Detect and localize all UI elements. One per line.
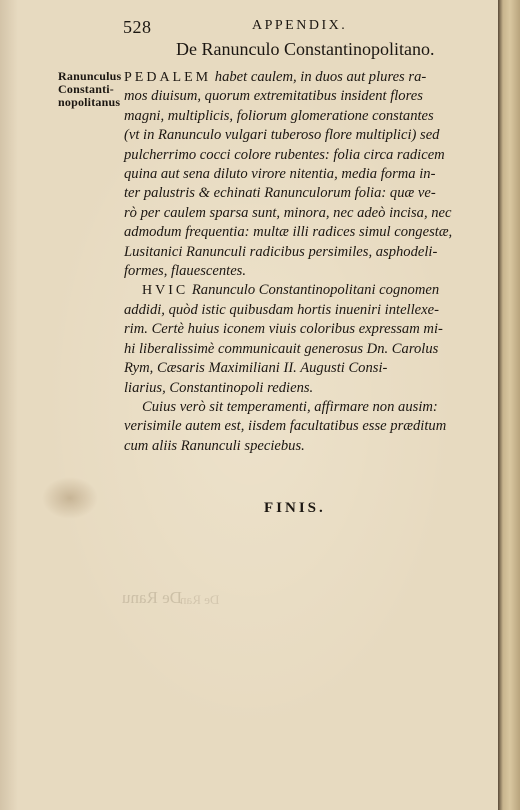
- paragraph-line: rim. Certè huius iconem viuis coloribus expressam mi-: [124, 321, 443, 338]
- paragraph-line: liarius, Constantinopoli rediens.: [124, 379, 314, 396]
- marginal-note-line: nopolitanus: [58, 95, 121, 109]
- paragraph-line: pulcherrimo cocci colore rubentes: folia circa radicem: [124, 146, 445, 163]
- paragraph-line: addidi, quòd istic quibusdam hortis inueniri intellexe-: [124, 301, 439, 318]
- paragraph-line: ter palustris & echinati Ranunculorum folia: quæ ve-: [124, 185, 436, 202]
- paragraph-line: quina aut sena diluto virore nitentia, media forma in-: [124, 166, 436, 183]
- paragraph-line: rò per caulem sparsa sunt, minora, nec adeò incisa, nec: [124, 204, 452, 221]
- page-number: 528: [123, 17, 152, 37]
- marginal-note: [58, 70, 128, 109]
- paragraph-line: formes, flauescentes.: [124, 263, 246, 280]
- paragraph-line: PEDALEM habet caulem, in duos aut plures ra-: [124, 69, 427, 85]
- show-through-text-secondary: De Ran: [180, 592, 220, 607]
- paragraph-line: cum aliis Ranunculi speciebus.: [124, 437, 305, 454]
- paragraph-line: (vt in Ranunculo vulgari tuberoso flore multiplici) sed: [124, 127, 440, 144]
- paragraph-line: Lusitanici Ranunculi radicibus persimiles, asphodeli-: [124, 243, 438, 260]
- paragraph-line: Rym, Cæsaris Maximiliani II. Augusti Consi-: [124, 360, 388, 377]
- paragraph-line: verisimile autem est, iisdem facultatibus esse præditum: [124, 418, 447, 435]
- book-gutter: [498, 0, 520, 810]
- paragraph-line: hi liberalissimè communicauit generosus Dn. Carolus: [124, 340, 439, 357]
- marginal-note-line: Ranunculus: [58, 69, 122, 83]
- paragraph-line: magni, multiplicis, foliorum glomeratione constantes: [124, 107, 434, 124]
- paragraph-line: mos diuisum, quorum extremitatibus insident flores: [124, 88, 423, 105]
- paragraph-line: Cuius verò sit temperamenti, affirmare non ausim:: [142, 398, 438, 415]
- paragraph-initial: HVIC: [142, 283, 189, 299]
- finis-mark: FINIS.: [264, 500, 326, 516]
- chapter-title: De Ranunculo Constantinopolitano.: [176, 39, 435, 59]
- paragraph-initial: PEDALEM: [124, 70, 212, 85]
- paragraph-line: HVIC Ranunculo Constantinopolitani cognomen: [142, 282, 440, 299]
- show-through-text: De Ranu: [122, 588, 182, 607]
- body-text: [124, 68, 480, 456]
- marginal-note-line: Constanti-: [58, 82, 115, 96]
- running-head: APPENDIX.: [252, 18, 348, 33]
- paragraph-line: admodum frequentia: multæ illi radices simul congestæ,: [124, 224, 453, 241]
